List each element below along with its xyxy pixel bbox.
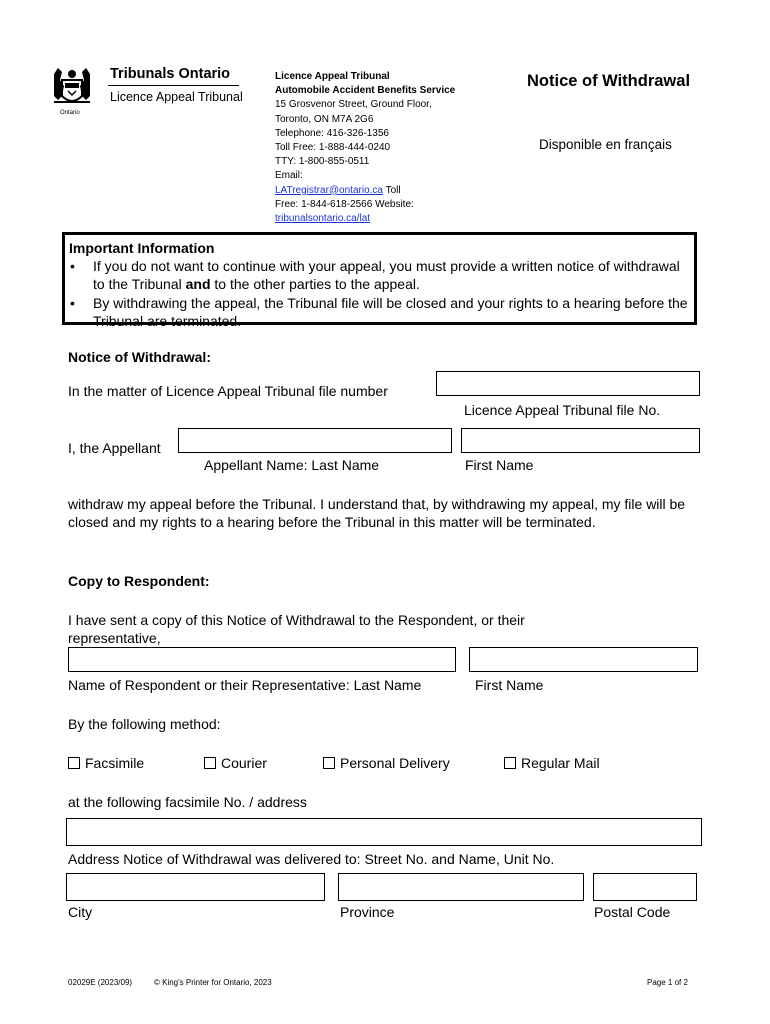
french-version-link[interactable]: Disponible en français: [539, 137, 672, 152]
appellant-first-name-input[interactable]: [461, 428, 700, 453]
org-subtitle: Licence Appeal Tribunal: [110, 90, 243, 104]
contact-line-7: TTY: 1-800-855-0511: [275, 156, 370, 168]
appellant-last-name-input[interactable]: [178, 428, 452, 453]
contact-website-line: [275, 212, 495, 226]
contact-line-3: 15 Grosvenor Street, Ground Floor,: [275, 99, 432, 111]
contact-line-6: Toll Free: 1-888-444-0240: [275, 142, 391, 154]
respondent-last-name-input[interactable]: [68, 647, 456, 672]
facsimile-checkbox[interactable]: [68, 757, 80, 769]
email-link[interactable]: LATregistrar@ontario.ca: [275, 184, 383, 196]
method-facsimile[interactable]: Facsimile: [68, 755, 144, 771]
copy-heading: Copy to Respondent:: [68, 573, 210, 589]
courier-checkbox[interactable]: [204, 757, 216, 769]
important-info-box: [62, 232, 697, 329]
contact-info: [275, 70, 495, 226]
method-prompt: By the following method:: [68, 716, 221, 732]
form-code: 02029E (2023/09): [68, 978, 133, 987]
fax-address-input[interactable]: [66, 818, 702, 846]
contact-line-4: Toronto, ON M7A 2G6: [275, 113, 374, 125]
contact-email-line: [275, 184, 495, 198]
info-bullet-1: • If you do not want to continue with your appeal, you must provide a written notice of withdrawal to the Tribunal and to the other parties to the appeal.: [69, 257, 688, 293]
withdrawal-heading: Notice of Withdrawal:: [68, 349, 211, 365]
postal-code-label: Postal Code: [594, 904, 671, 920]
contact-line-1: Licence Appeal Tribunal: [275, 71, 390, 82]
regular-mail-checkbox[interactable]: [504, 757, 516, 769]
page-number: Page 1 of 2: [647, 978, 688, 987]
personal-delivery-checkbox[interactable]: [323, 757, 335, 769]
respondent-last-name-label: Name of Respondent or their Representative: Last Name: [68, 677, 422, 693]
ontario-coat-of-arms-icon: [48, 66, 104, 116]
appellant-first-name-label: First Name: [465, 457, 534, 473]
method-personal-delivery[interactable]: Personal Delivery: [323, 755, 450, 771]
org-name: Tribunals Ontario: [110, 66, 231, 82]
city-input[interactable]: [66, 873, 325, 901]
contact-line-9a: Toll: [382, 184, 401, 196]
province-label: Province: [340, 904, 395, 920]
fax-prompt: at the following facsimile No. / address: [68, 794, 307, 810]
logo-block: [48, 66, 243, 118]
form-title: Notice of Withdrawal: [527, 72, 691, 90]
method-regular-mail[interactable]: Regular Mail: [504, 755, 600, 771]
appellant-prompt: I, the Appellant: [68, 440, 161, 456]
method-courier[interactable]: Courier: [204, 755, 267, 771]
postal-code-input[interactable]: [593, 873, 697, 901]
copy-statement: I have sent a copy of this Notice of Withdrawal to the Respondent, or their representative,: [68, 612, 525, 646]
file-number-prompt: In the matter of Licence Appeal Tribunal file number: [68, 383, 388, 399]
copyright: © King's Printer for Ontario, 2023: [154, 978, 272, 987]
respondent-first-name-input[interactable]: [469, 647, 698, 672]
withdrawal-statement: withdraw my appeal before the Tribunal. I understand that, by withdrawing my appeal, my file will be closed and my rights to a hearing before the Tribunal in this matter will be terminated.: [68, 496, 686, 530]
contact-line-5: Telephone: 416-326-1356: [275, 127, 389, 139]
file-number-input[interactable]: [436, 371, 700, 396]
contact-line-2: Automobile Accident Benefits Service: [275, 85, 456, 97]
address-prompt: Address Notice of Withdrawal was delivered to: Street No. and Name, Unit No.: [68, 851, 555, 867]
info-bullet-2: • By withdrawing the appeal, the Tribunal file will be closed and your rights to a hearing before the Tribunal are terminated.: [69, 294, 688, 330]
file-number-label: Licence Appeal Tribunal file No.: [464, 402, 661, 418]
city-label: City: [68, 904, 93, 920]
info-title: Important Information: [69, 240, 215, 256]
appellant-last-name-label: Appellant Name: Last Name: [204, 457, 380, 473]
ontario-wordmark: Ontario: [60, 110, 80, 116]
contact-line-9b: Free: 1-844-618-2566 Website:: [275, 198, 414, 210]
respondent-first-name-label: First Name: [475, 677, 544, 693]
website-link[interactable]: tribunalsontario.ca/lat: [275, 213, 371, 225]
contact-line-8: Email:: [275, 170, 303, 182]
province-input[interactable]: [338, 873, 584, 901]
org-divider: [108, 85, 239, 86]
